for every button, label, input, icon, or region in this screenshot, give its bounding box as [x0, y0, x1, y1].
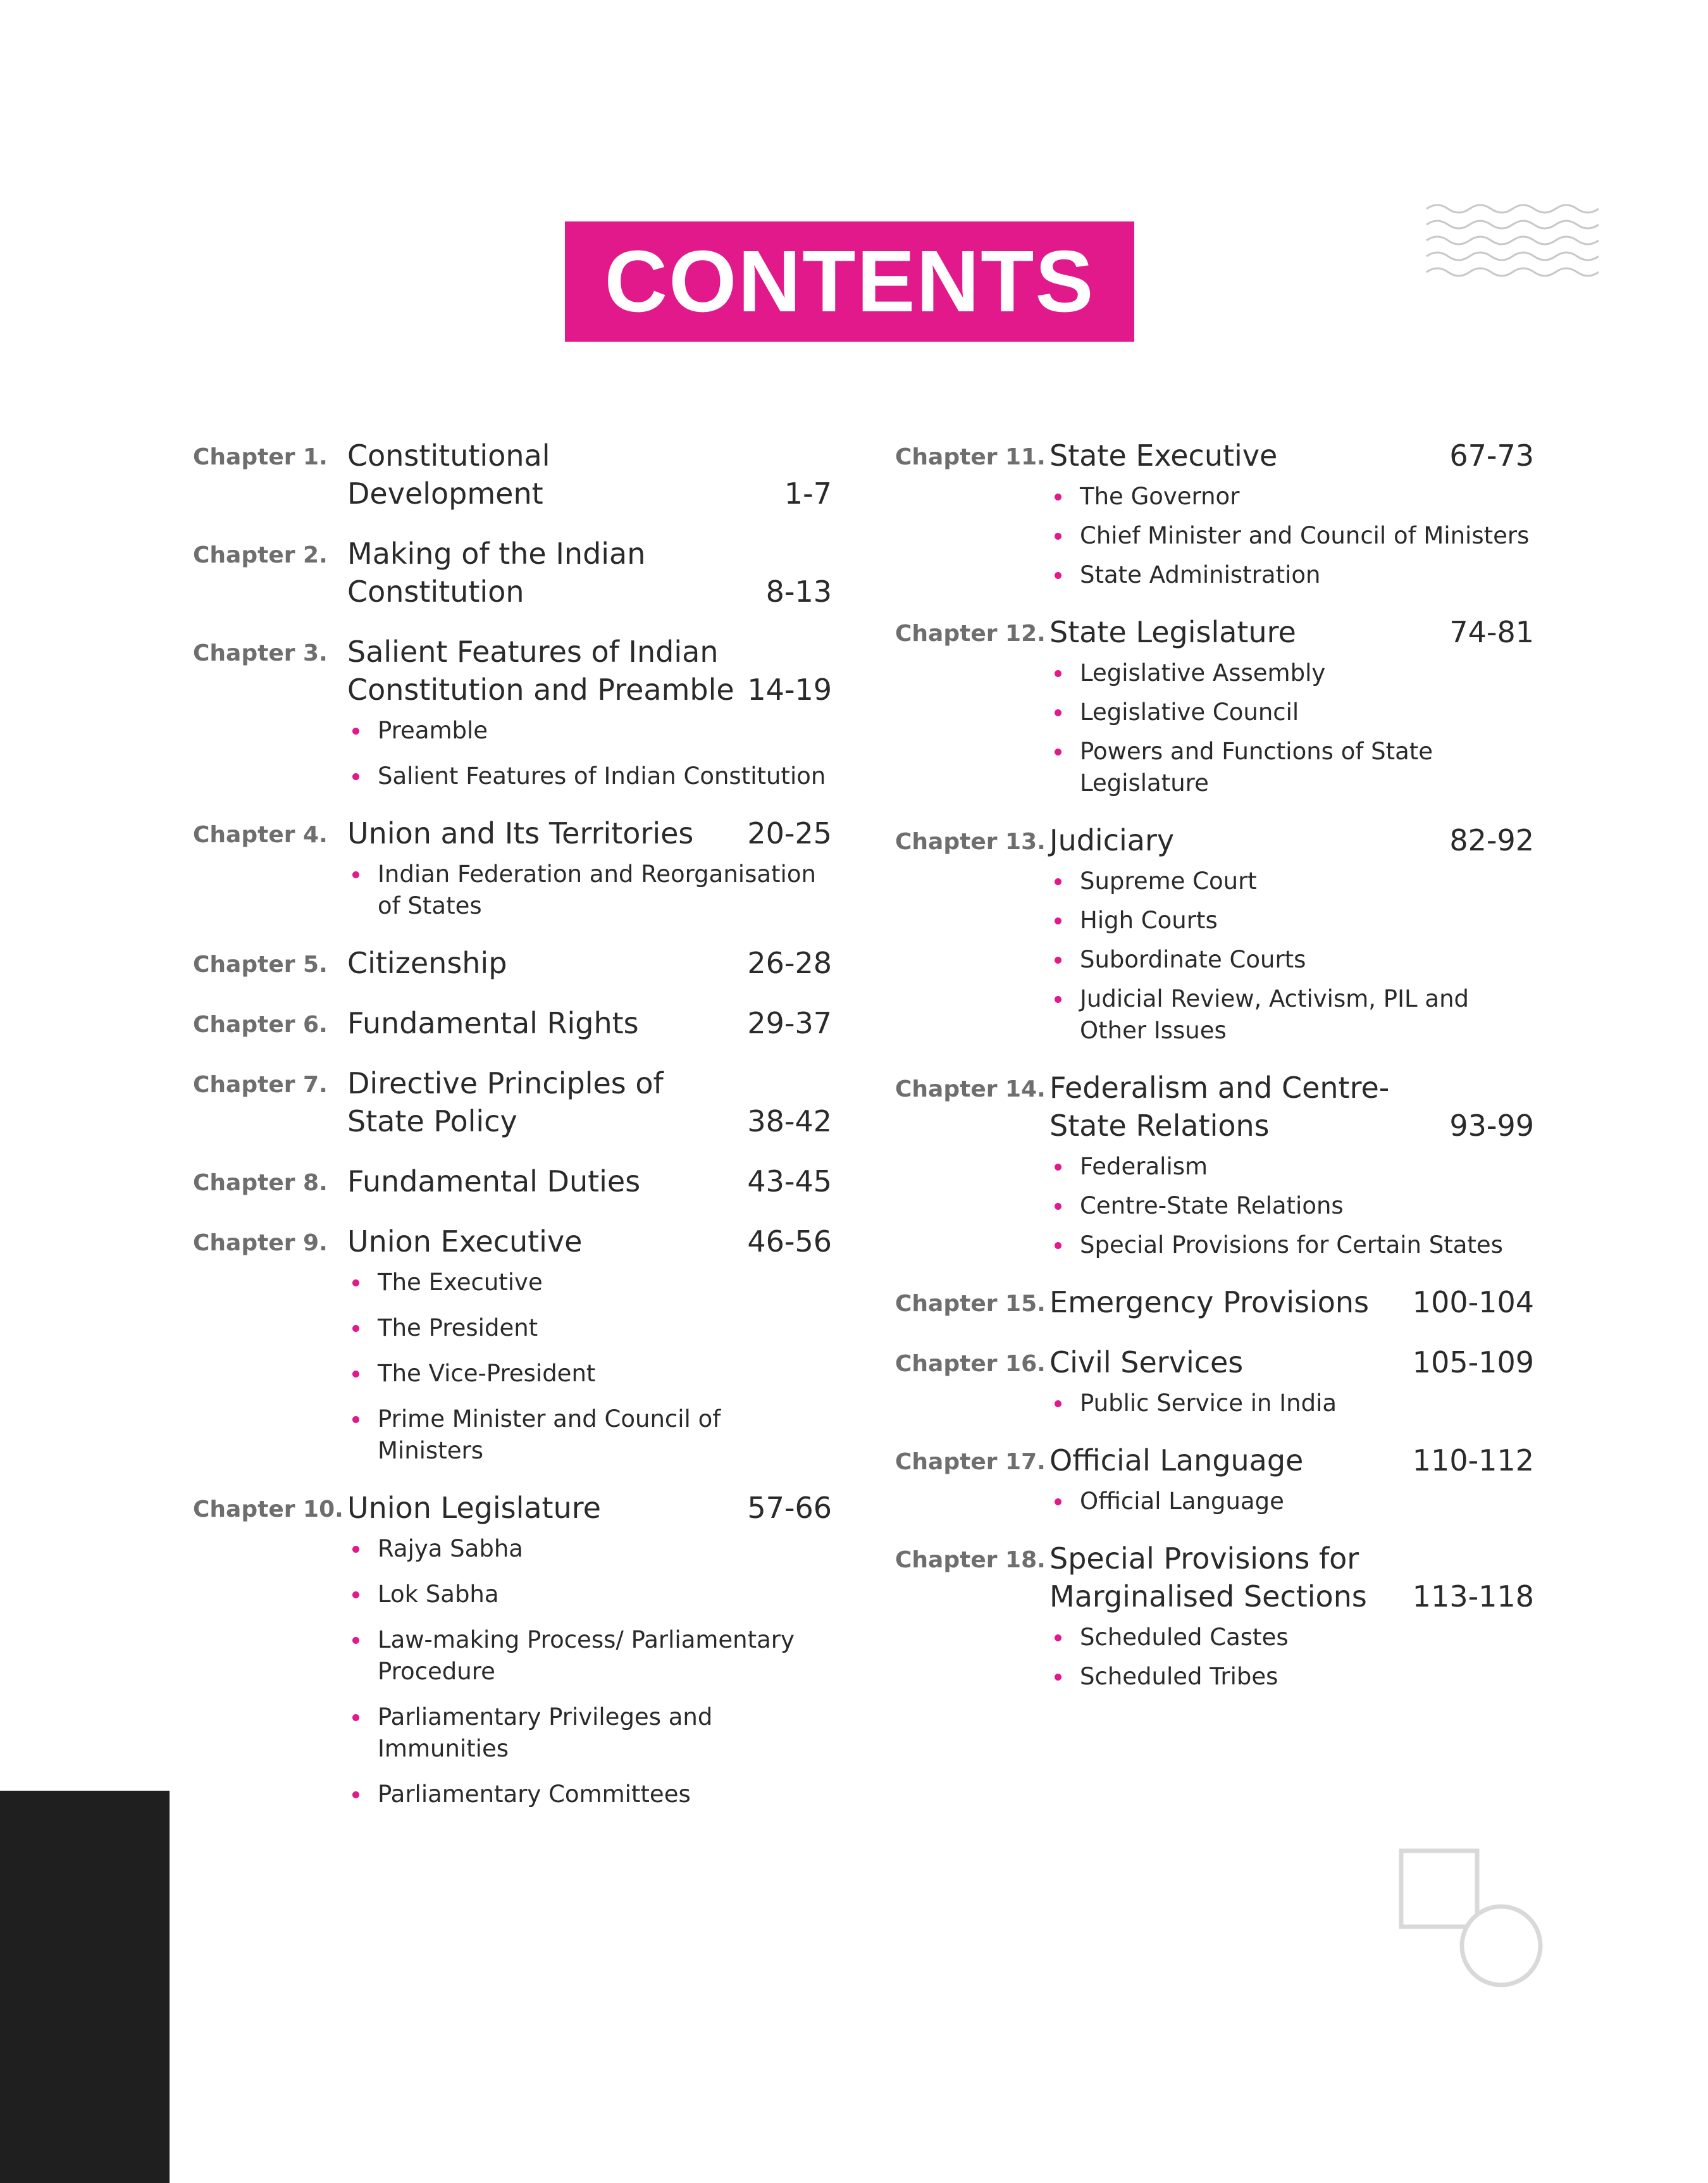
bullet-icon — [1055, 1674, 1061, 1681]
topic-item — [378, 1779, 832, 1810]
topic-item — [1080, 736, 1534, 799]
chapter-pages: 93-99 — [1449, 1109, 1534, 1143]
bullet-icon — [352, 1416, 359, 1423]
topic-text: The Governor — [1080, 483, 1240, 510]
chapter-heading — [193, 1004, 832, 1042]
topic-item — [1080, 481, 1534, 513]
topic-item — [378, 1403, 832, 1467]
topic-text: The Vice-President — [378, 1360, 596, 1387]
topic-text: Special Provisions for Certain States — [1080, 1231, 1503, 1259]
topic-text: Chief Minister and Council of Ministers — [1080, 522, 1530, 549]
page-edge-bar — [0, 1791, 170, 2183]
chapter-pages: 57-66 — [747, 1491, 832, 1525]
bullet-icon — [1055, 878, 1061, 885]
topic-item — [1080, 983, 1534, 1047]
chapter-pages: 29-37 — [747, 1006, 832, 1040]
chapter-entry — [895, 1343, 1534, 1419]
chapter-entry — [895, 1069, 1534, 1261]
topic-text: Public Service in India — [1080, 1390, 1337, 1417]
chapter-title: State Legislature — [1049, 615, 1296, 649]
chapter-title: Directive Principles of State Policy — [347, 1066, 664, 1138]
chapter-entry — [193, 535, 832, 611]
chapter-title: Emergency Provisions — [1049, 1285, 1370, 1319]
chapter-heading — [895, 1343, 1534, 1381]
chapter-entry — [193, 1004, 832, 1042]
chapter-entry — [193, 944, 832, 982]
topic-text: Judicial Review, Activism, PIL and Other Issues — [1080, 985, 1470, 1044]
topic-item — [1080, 657, 1534, 689]
chapter-number: Chapter 3. — [193, 640, 328, 666]
chapter-heading — [895, 1441, 1534, 1479]
chapter-pages: 67-73 — [1449, 438, 1534, 473]
topic-list — [193, 715, 832, 792]
chapter-number: Chapter 2. — [193, 542, 328, 568]
bullet-icon — [1055, 996, 1061, 1003]
topic-list — [895, 1151, 1534, 1261]
chapter-title: State Executive — [1049, 438, 1278, 473]
chapter-title: Union Executive — [347, 1224, 583, 1259]
chapter-heading — [193, 1064, 832, 1140]
square-circle-decoration-icon — [1398, 1848, 1550, 1993]
topic-text: Legislative Council — [1080, 699, 1299, 726]
chapter-pages: 1-7 — [784, 476, 832, 511]
chapter-entry — [193, 814, 832, 922]
chapter-number: Chapter 1. — [193, 444, 328, 470]
bullet-icon — [1055, 1498, 1061, 1505]
chapter-heading — [193, 633, 832, 709]
bullet-icon — [1055, 533, 1061, 540]
bullet-icon — [352, 1637, 359, 1644]
chapter-title: Fundamental Rights — [347, 1006, 639, 1040]
topic-list — [193, 859, 832, 922]
chapter-title: Federalism and Centre-State Relations — [1049, 1071, 1390, 1143]
topic-text: Official Language — [1080, 1488, 1284, 1515]
topic-list — [193, 1267, 832, 1467]
chapter-number: Chapter 17. — [895, 1449, 1046, 1475]
chapter-title: Fundamental Duties — [347, 1164, 641, 1198]
chapter-number: Chapter 4. — [193, 822, 328, 848]
chapter-number: Chapter 13. — [895, 829, 1046, 855]
chapter-heading — [895, 437, 1534, 475]
chapter-heading — [193, 535, 832, 611]
chapter-title: Union and Its Territories — [347, 816, 694, 850]
bullet-icon — [1055, 494, 1061, 501]
topic-item — [1080, 1388, 1534, 1419]
chapter-entry — [895, 821, 1534, 1047]
chapter-number: Chapter 15. — [895, 1291, 1046, 1317]
chapter-pages: 43-45 — [747, 1164, 832, 1198]
topic-text: Supreme Court — [1080, 868, 1257, 895]
topic-list — [895, 481, 1534, 591]
chapter-pages: 110-112 — [1412, 1443, 1534, 1477]
bullet-icon — [1055, 670, 1061, 677]
chapter-number: Chapter 18. — [895, 1547, 1046, 1573]
bullet-icon — [1055, 572, 1061, 579]
topic-item — [378, 1579, 832, 1610]
topic-item — [378, 1358, 832, 1390]
chapter-entry — [895, 1283, 1534, 1321]
chapter-entry — [895, 1441, 1534, 1517]
topic-text: Scheduled Castes — [1080, 1624, 1289, 1651]
chapter-heading — [193, 1162, 832, 1200]
topic-list — [895, 657, 1534, 799]
topic-text: Indian Federation and Reorganisation of States — [378, 861, 816, 919]
topic-text: Centre-State Relations — [1080, 1192, 1344, 1219]
topic-item — [378, 1701, 832, 1765]
chapter-entry — [193, 1222, 832, 1467]
chapter-entry — [193, 633, 832, 792]
chapter-number: Chapter 5. — [193, 952, 328, 978]
topic-item — [1080, 1151, 1534, 1183]
bullet-icon — [1055, 749, 1061, 756]
chapter-entry — [193, 437, 832, 513]
chapter-number: Chapter 14. — [895, 1076, 1046, 1102]
topic-item — [1080, 1190, 1534, 1222]
chapter-title: Official Language — [1049, 1443, 1304, 1477]
topic-text: Parliamentary Privileges and Immunities — [378, 1703, 713, 1762]
bullet-icon — [352, 1791, 359, 1798]
chapter-entry — [895, 437, 1534, 591]
topic-list — [895, 1622, 1534, 1693]
chapter-entry — [895, 613, 1534, 799]
chapter-title: Making of the Indian Constitution — [347, 537, 646, 609]
chapter-pages: 100-104 — [1412, 1285, 1534, 1319]
bullet-icon — [352, 1279, 359, 1286]
chapter-pages: 8-13 — [765, 575, 832, 609]
topic-list — [895, 1486, 1534, 1517]
topic-item — [1080, 1229, 1534, 1261]
topic-item — [378, 1624, 832, 1688]
topic-item — [378, 715, 832, 747]
topic-item — [1080, 697, 1534, 728]
topic-text: Legislative Assembly — [1080, 659, 1326, 687]
topic-item — [378, 1267, 832, 1298]
chapter-pages: 38-42 — [747, 1104, 832, 1138]
bullet-icon — [352, 871, 359, 878]
chapter-number: Chapter 9. — [193, 1230, 328, 1256]
topic-text: Lok Sabha — [378, 1581, 499, 1608]
chapter-heading — [193, 944, 832, 982]
chapter-number: Chapter 16. — [895, 1351, 1046, 1377]
chapter-number: Chapter 8. — [193, 1170, 328, 1196]
chapter-title: Union Legislature — [347, 1491, 601, 1525]
chapter-entry — [193, 1489, 832, 1810]
topic-item — [378, 1533, 832, 1565]
chapter-pages: 14-19 — [747, 673, 832, 707]
bullet-icon — [352, 728, 359, 735]
topic-text: Scheduled Tribes — [1080, 1663, 1278, 1690]
chapter-heading — [193, 1489, 832, 1527]
chapter-number: Chapter 11. — [895, 444, 1046, 470]
chapter-title: Judiciary — [1049, 823, 1175, 857]
chapter-number: Chapter 10. — [193, 1496, 343, 1522]
chapter-number: Chapter 7. — [193, 1072, 328, 1098]
chapter-pages: 26-28 — [747, 946, 832, 980]
contents-column-left — [193, 437, 832, 1832]
bullet-icon — [1055, 1400, 1061, 1407]
bullet-icon — [1055, 917, 1061, 924]
topic-text: Federalism — [1080, 1153, 1208, 1180]
bullet-icon — [352, 1371, 359, 1378]
topic-item — [1080, 1622, 1534, 1653]
topic-text: Preamble — [378, 717, 488, 744]
topic-list — [193, 1533, 832, 1810]
chapter-heading — [895, 613, 1534, 651]
chapter-heading — [895, 1539, 1534, 1615]
chapter-title: Constitutional Development — [347, 438, 550, 511]
chapter-pages: 20-25 — [747, 816, 832, 850]
chapter-heading — [895, 1283, 1534, 1321]
topic-item — [378, 1312, 832, 1344]
chapter-heading — [895, 1069, 1534, 1145]
bullet-icon — [352, 1325, 359, 1332]
chapter-title: Salient Features of Indian Constitution and Preamble — [347, 635, 734, 707]
topic-text: Rajya Sabha — [378, 1535, 523, 1562]
topic-text: The President — [378, 1314, 538, 1341]
chapter-pages: 74-81 — [1449, 615, 1534, 649]
bullet-icon — [352, 1714, 359, 1721]
chapter-number: Chapter 6. — [193, 1012, 328, 1038]
bullet-icon — [1055, 709, 1061, 716]
chapter-number: Chapter 12. — [895, 621, 1046, 647]
topic-item — [1080, 1486, 1534, 1517]
topic-list — [895, 1388, 1534, 1419]
topic-text: Parliamentary Committees — [378, 1781, 691, 1808]
bullet-icon — [1055, 1164, 1061, 1171]
bullet-icon — [1055, 957, 1061, 964]
chapter-entry — [895, 1539, 1534, 1693]
chapter-pages: 46-56 — [747, 1224, 832, 1259]
topic-item — [378, 859, 832, 922]
chapter-title: Civil Services — [1049, 1345, 1244, 1379]
chapter-pages: 105-109 — [1412, 1345, 1534, 1379]
chapter-pages: 82-92 — [1449, 823, 1534, 857]
chapter-heading — [193, 1222, 832, 1260]
bullet-icon — [1055, 1634, 1061, 1641]
topic-item — [1080, 866, 1534, 897]
chapter-heading — [895, 821, 1534, 859]
bullet-icon — [352, 1591, 359, 1598]
chapter-heading — [193, 814, 832, 852]
topic-text: Prime Minister and Council of Ministers — [378, 1405, 721, 1464]
contents-column-right — [895, 437, 1534, 1715]
chapter-heading — [193, 437, 832, 513]
bullet-icon — [352, 773, 359, 780]
bullet-icon — [352, 1546, 359, 1553]
bullet-icon — [1055, 1242, 1061, 1249]
chapter-title: Citizenship — [347, 946, 507, 980]
topic-text: High Courts — [1080, 907, 1218, 934]
topic-item — [378, 761, 832, 792]
wavy-lines-decoration-icon — [1423, 196, 1600, 291]
topic-text: The Executive — [378, 1269, 543, 1296]
topic-text: Powers and Functions of State Legislature — [1080, 738, 1433, 797]
page-title: CONTENTS — [604, 233, 1095, 330]
chapter-pages: 113-118 — [1412, 1579, 1534, 1614]
topic-item — [1080, 559, 1534, 591]
bullet-icon — [1055, 1203, 1061, 1210]
chapter-entry — [193, 1064, 832, 1140]
chapter-entry — [193, 1162, 832, 1200]
topic-text: State Administration — [1080, 561, 1321, 588]
topic-item — [1080, 944, 1534, 976]
topic-item — [1080, 1661, 1534, 1693]
topic-item — [1080, 905, 1534, 936]
topic-text: Subordinate Courts — [1080, 946, 1306, 973]
topic-list — [895, 866, 1534, 1047]
topic-text: Law-making Process/ Parliamentary Procedure — [378, 1626, 795, 1685]
topic-text: Salient Features of Indian Constitution — [378, 762, 826, 790]
chapter-title: Special Provisions for Marginalised Sections — [1049, 1541, 1367, 1614]
contents-banner — [565, 221, 1134, 342]
topic-item — [1080, 520, 1534, 552]
